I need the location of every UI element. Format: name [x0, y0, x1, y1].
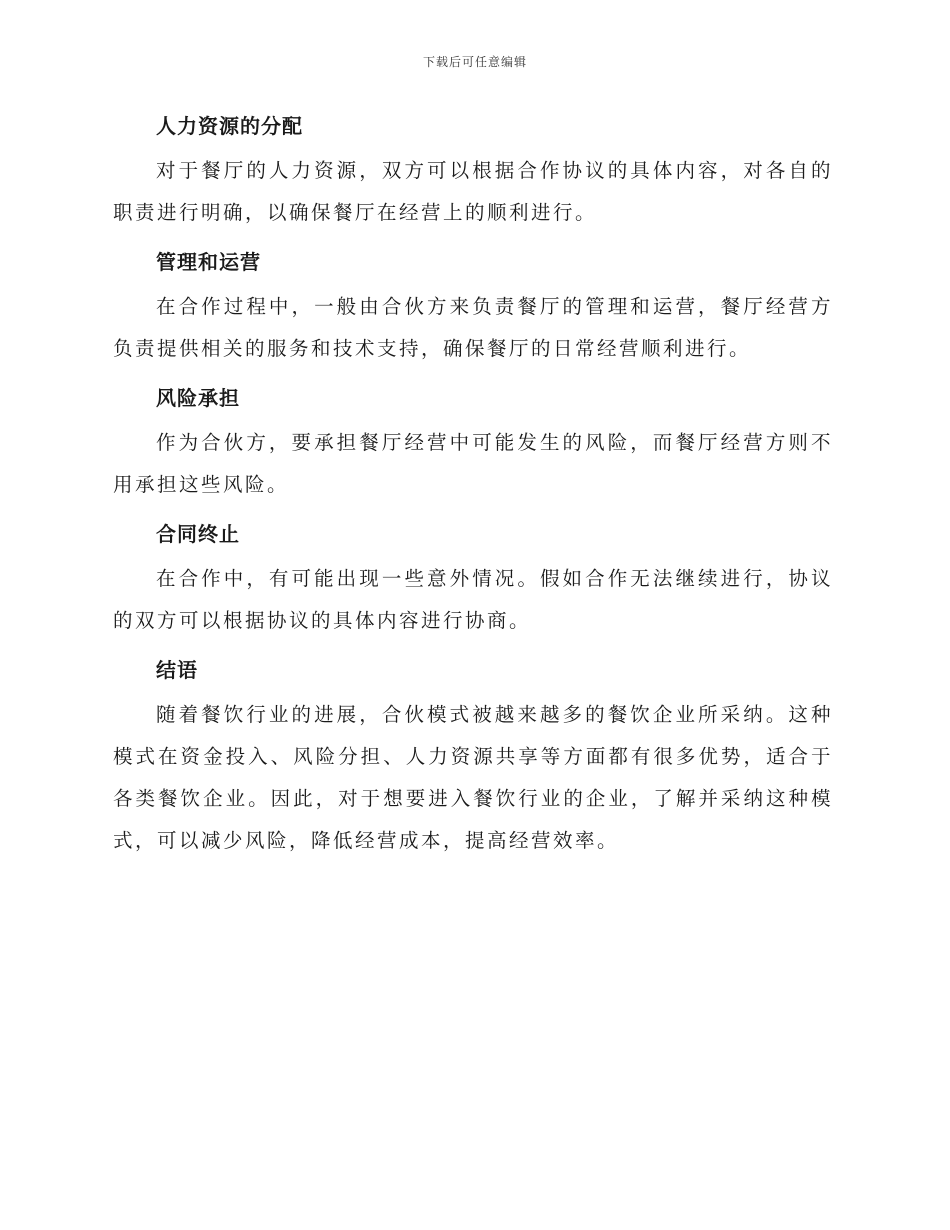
section-risk [113, 380, 833, 506]
section-paragraph: 作为合伙方，要承担餐厅经营中可能发生的风险，而餐厅经营方则不用承担这些风险。 [113, 431, 833, 496]
section-human-resources [113, 108, 833, 234]
section-paragraph: 在合作过程中，一般由合伙方来负责餐厅的管理和运营，餐厅经营方负责提供相关的服务和技术支持，确保餐厅的日常经营顺利进行。 [113, 295, 833, 360]
section-paragraph: 在合作中，有可能出现一些意外情况。假如合作无法继续进行，协议的双方可以根据协议的具体内容进行协商。 [113, 567, 833, 632]
document-body [113, 108, 833, 872]
section-heading: 管理和运营 [156, 250, 261, 274]
section-paragraph: 对于餐厅的人力资源，双方可以根据合作协议的具体内容，对各自的职责进行明确，以确保餐厅在经营上的顺利进行。 [113, 159, 833, 224]
page-header: 下载后可任意编辑 [422, 55, 527, 69]
section-heading: 人力资源的分配 [156, 114, 303, 138]
section-heading: 合同终止 [156, 522, 240, 546]
section-paragraph: 随着餐饮行业的进展，合伙模式被越来越多的餐饮企业所采纳。这种模式在资金投入、风险分担、人力资源共享等方面都有很多优势，适合于各类餐饮企业。因此，对于想要进入餐饮行业的企业，了解并采纳这种模式，可以减少风险，降低经营成本，提高经营效率。 [113, 703, 833, 852]
section-heading: 结语 [156, 658, 198, 682]
section-conclusion [113, 652, 833, 862]
section-management [113, 244, 833, 370]
section-termination [113, 516, 833, 642]
section-heading: 风险承担 [156, 386, 240, 410]
